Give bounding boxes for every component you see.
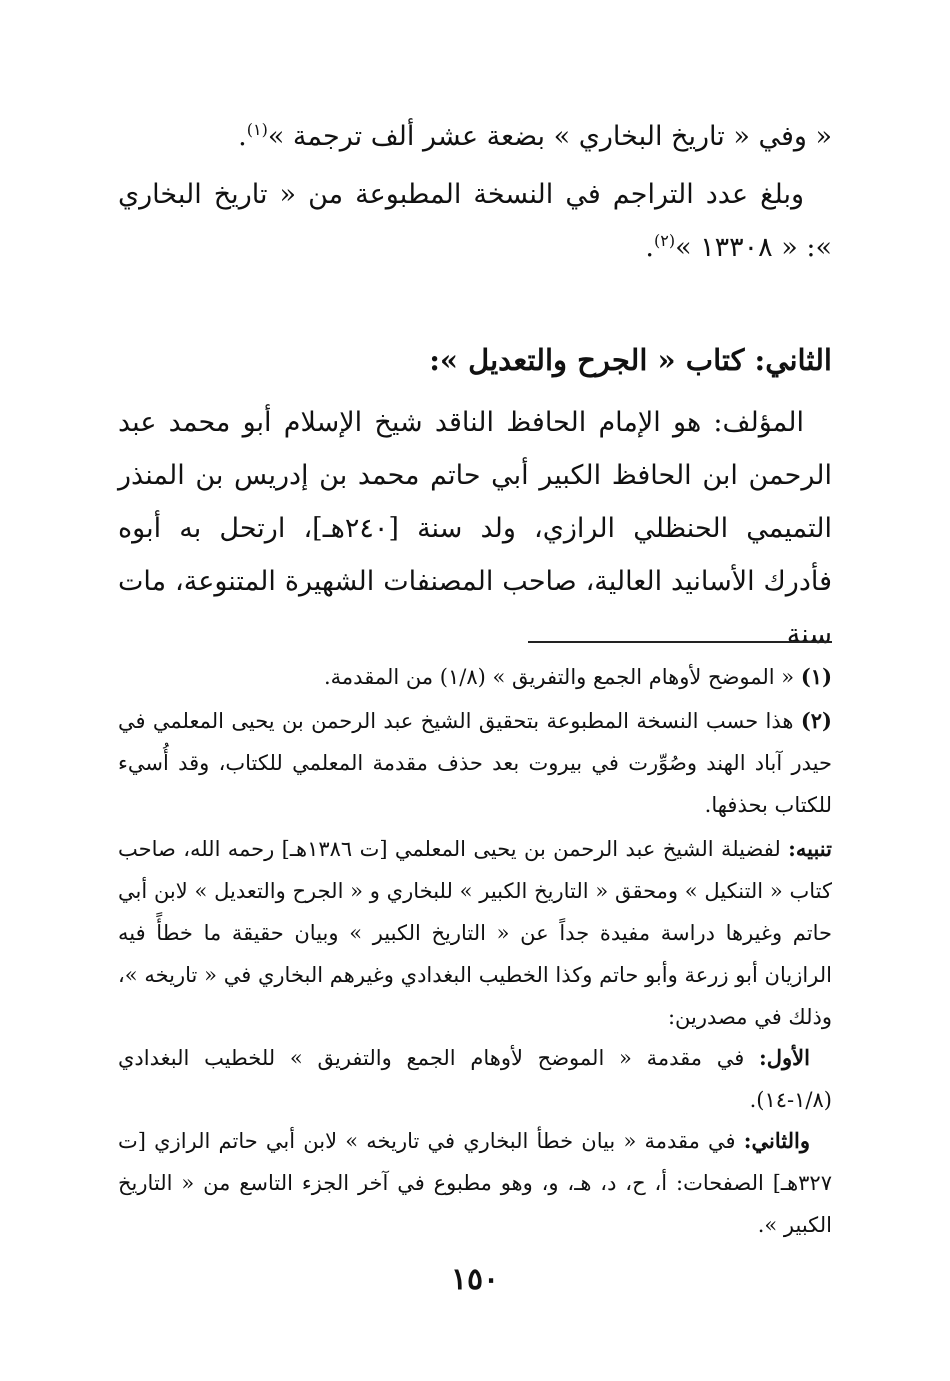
notice-paragraph [118,828,832,1038]
second-source [118,1120,832,1246]
footnote-separator [528,641,832,643]
quote-line [180,110,832,163]
notice-text: لفضيلة الشيخ عبد الرحمن بن يحيى المعلمي [ت ١٣٨٦هـ] رحمه الله، صاحب كتاب « التنكيل » ومحقق « التاريخ الكبير » للبخاري و « الجرح والتعديل » لابن أبي حاتم وغيرها دراسة مفيدة جداً عن « التاريخ الكبير » وبيان حقيقة ما خطأً فيه الرازيان أبو زرعة وأبو حاتم وكذا الخطيب البغدادي وغيرهم البخاري في « تاريخه »، وذلك في مصدرين: [118,837,832,1029]
first-source [118,1037,832,1121]
second-source-text: في مقدمة « بيان خطأ البخاري في تاريخه » لابن أبي حاتم الرازي [ت ٣٢٧هـ] الصفحات: أ، ح، د، هـ، و، وهو مطبوع في آخر الجزء التاسع من « التاريخ الكبير ». [118,1129,832,1237]
footnote-1-text: « الموضح لأوهام الجمع والتفريق » (١/٨) من المقدمة. [324,665,795,689]
section-heading-text: الثاني: كتاب « الجرح والتعديل »: [429,343,832,377]
footnote-ref-2: (٢) [653,231,676,250]
footnote-2-number: (٢) [800,708,832,733]
author-text: المؤلف: هو الإمام الحافظ الناقد شيخ الإسلام أبو محمد عبد الرحمن ابن الحافظ الكبير أبي حاتم محمد بن إدريس بن المنذر التميمي الحنظلي الرازي، ولد سنة [٢٤٠هـ]، ارتحل به أبوه فأدرك الأسانيد العالية، صاحب المصنفات الشهيرة المتنوعة، مات سنة [118,407,832,650]
quote-end: . [238,121,247,152]
count-paragraph [118,168,832,274]
section-heading [118,335,832,385]
first-source-label: الأول: [759,1045,810,1070]
footnote-1-number: (١) [800,664,832,689]
quote-text: « وفي « تاريخ البخاري » بضعة عشر ألف ترجمة » [267,121,832,152]
footnote-2 [118,700,832,826]
page-number: ١٥٠ [450,1262,500,1297]
footnote-ref-1: (١) [246,120,268,139]
notice-label: تنبيه: [788,836,832,861]
author-paragraph [118,396,832,661]
count-end: . [645,232,654,263]
footnote-1 [118,656,832,698]
footnote-2-text: هذا حسب النسخة المطبوعة بتحقيق الشيخ عبد الرحمن بن يحيى المعلمي في حيدر آباد الهند وصُوِّرت في بيروت بعد حذف مقدمة المعلمي للكتاب، وقد أُسيء للكتاب بحذفها. [118,709,832,817]
first-source-text: في مقدمة « الموضح لأوهام الجمع والتفريق » للخطيب البغدادي (١/٨-١٤). [118,1046,832,1112]
count-text: وبلغ عدد التراجم في النسخة المطبوعة من « تاريخ البخاري »: « ١٣٣٠٨ » [118,179,832,263]
second-source-label: والثاني: [743,1128,810,1153]
